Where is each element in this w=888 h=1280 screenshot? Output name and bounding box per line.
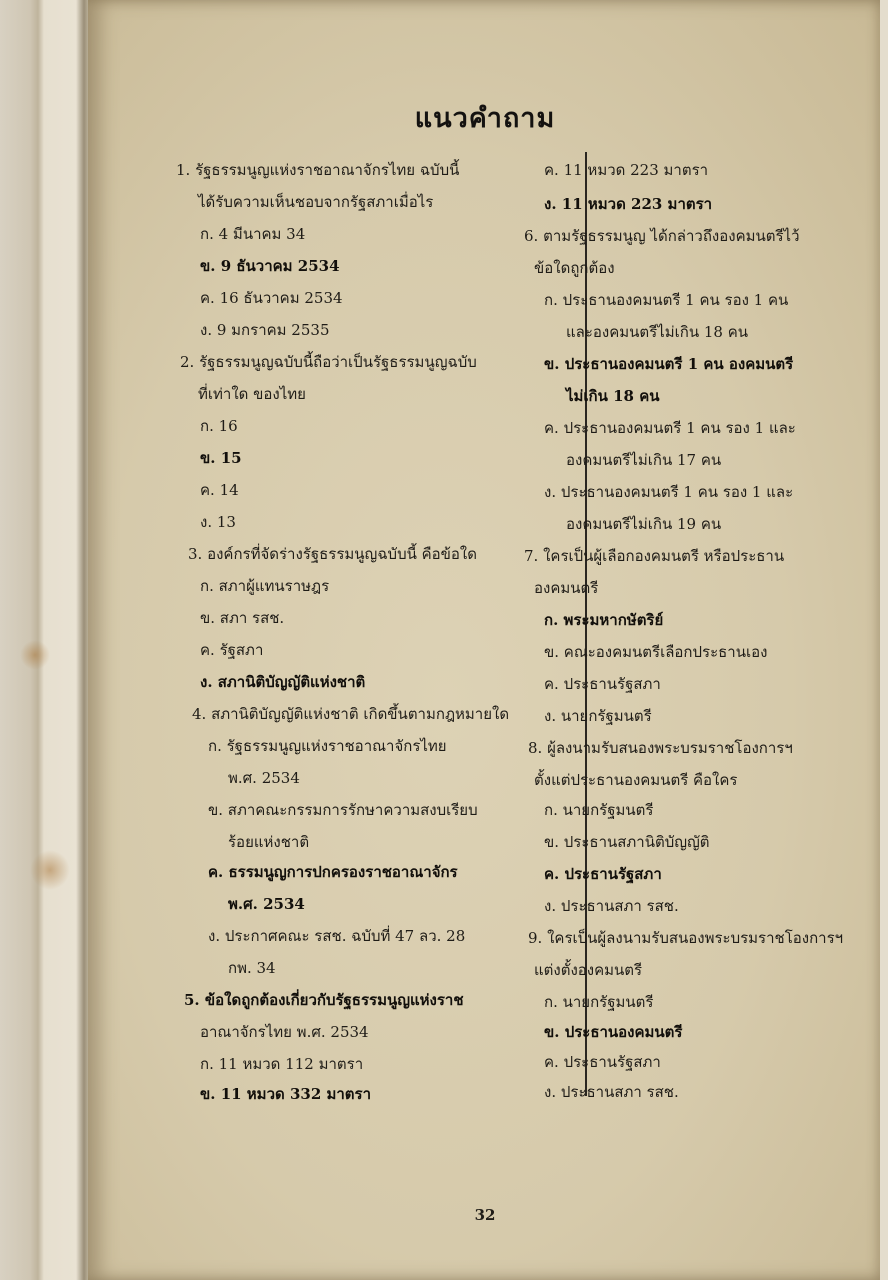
- right-line: ข. ประธานสภานิติบัญญัติ: [544, 833, 710, 851]
- book-spine: [0, 0, 90, 1280]
- right-line: ง. ประธานองคมนตรี 1 คน รอง 1 และ: [544, 483, 794, 501]
- left-line: พ.ศ. 2534: [228, 769, 300, 787]
- left-line: 3. องค์กรที่จัดร่างรัฐธรรมนูญฉบับนี้ คือข้อใด: [188, 545, 477, 563]
- left-line: ง. สภานิติบัญญัติแห่งชาติ: [200, 673, 366, 691]
- right-line: แต่งตั้งองคมนตรี: [534, 961, 643, 979]
- left-line: ก. 11 หมวด 112 มาตรา: [200, 1055, 364, 1073]
- right-line: 6. ตามรัฐธรรมนูญ ได้กล่าวถึงองคมนตรีไว้: [524, 227, 800, 245]
- left-line: ง. ประกาศคณะ รสช. ฉบับที่ 47 ลว. 28: [208, 927, 466, 945]
- page-title: แนวคำถาม: [414, 103, 556, 134]
- left-line: ข. สภาคณะกรรมการรักษาความสงบเรียบ: [208, 801, 478, 819]
- spine-stain: [30, 850, 70, 890]
- left-line: 2. รัฐธรรมนูญฉบับนี้ถือว่าเป็นรัฐธรรมนูญฉบับ: [180, 353, 477, 371]
- right-line: ค. ประธานองคมนตรี 1 คน รอง 1 และ: [544, 419, 796, 437]
- right-line: ง. ประธานสภา รสช.: [544, 897, 679, 915]
- left-line: ง. 13: [200, 513, 236, 531]
- left-line: พ.ศ. 2534: [228, 895, 305, 913]
- right-line: ก. นายกรัฐมนตรี: [544, 801, 654, 819]
- left-line: อาณาจักรไทย พ.ศ. 2534: [200, 1023, 369, 1041]
- right-line: ค. ประธานรัฐสภา: [544, 1053, 661, 1071]
- left-line: ค. รัฐสภา: [200, 641, 264, 659]
- right-line: องคมนตรี: [534, 579, 599, 597]
- right-line: ข. ประธานองคมนตรี 1 คน องคมนตรี: [544, 355, 794, 373]
- left-line: ก. รัฐธรรมนูญแห่งราชอาณาจักรไทย: [208, 737, 447, 755]
- left-line: ข. 9 ธันวาคม 2534: [200, 257, 340, 275]
- left-line: ค. ธรรมนูญการปกครองราชอาณาจักร: [208, 863, 458, 881]
- right-line: ข้อใดถูกต้อง: [534, 259, 615, 277]
- right-line: ง. 11 หมวด 223 มาตรา: [544, 195, 713, 213]
- right-line: ข. ประธานองคมนตรี: [544, 1023, 683, 1041]
- left-line: กพ. 34: [228, 959, 276, 977]
- left-line: ค. 14: [200, 481, 239, 499]
- right-line: 7. ใครเป็นผู้เลือกองคมนตรี หรือประธาน: [524, 547, 785, 565]
- right-line: ก. นายกรัฐมนตรี: [544, 993, 654, 1011]
- right-line: องคมนตรีไม่เกิน 19 คน: [566, 515, 722, 533]
- right-line: และองคมนตรีไม่เกิน 18 คน: [566, 323, 749, 341]
- right-line: ง. นายกรัฐมนตรี: [544, 707, 652, 725]
- right-line: องคมนตรีไม่เกิน 17 คน: [566, 451, 722, 469]
- left-line: ค. 16 ธันวาคม 2534: [200, 289, 343, 307]
- page-number: 32: [474, 1206, 496, 1224]
- left-line: ง. 9 มกราคม 2535: [200, 321, 330, 339]
- left-line: ก. สภาผู้แทนราษฎร: [200, 577, 330, 595]
- right-line: ค. ประธานรัฐสภา: [544, 865, 662, 883]
- right-line: ก. ประธานองคมนตรี 1 คน รอง 1 คน: [544, 291, 789, 309]
- book-page: [88, 0, 882, 1280]
- left-line: 5. ข้อใดถูกต้องเกี่ยวกับรัฐธรรมนูญแห่งราช: [184, 991, 464, 1009]
- left-line: 1. รัฐธรรมนูญแห่งราชอาณาจักรไทย ฉบับนี้: [176, 161, 460, 179]
- left-line: ข. สภา รสช.: [200, 609, 285, 627]
- left-line: ข. 11 หมวด 332 มาตรา: [200, 1085, 372, 1103]
- left-line: ก. 16: [200, 417, 238, 435]
- page-edge: [880, 0, 888, 1280]
- right-line: ก. พระมหากษัตริย์: [544, 611, 664, 629]
- left-line: ก. 4 มีนาคม 34: [200, 225, 306, 243]
- right-line: ไม่เกิน 18 คน: [566, 387, 660, 405]
- left-line: ที่เท่าใด ของไทย: [198, 385, 306, 403]
- right-line: ค. 11 หมวด 223 มาตรา: [544, 161, 709, 179]
- left-line: 4. สภานิติบัญญัติแห่งชาติ เกิดขึ้นตามกฎหมายใด: [192, 705, 510, 723]
- right-line: ตั้งแต่ประธานองคมนตรี คือใคร: [534, 771, 738, 789]
- right-line: ค. ประธานรัฐสภา: [544, 675, 661, 693]
- right-line: ข. คณะองคมนตรีเลือกประธานเอง: [544, 643, 768, 661]
- left-line: ได้รับความเห็นชอบจากรัฐสภาเมื่อไร: [198, 193, 434, 211]
- spine-stain: [20, 640, 50, 670]
- left-line: ร้อยแห่งชาติ: [228, 833, 310, 851]
- left-line: ข. 15: [200, 449, 242, 467]
- right-line: 9. ใครเป็นผู้ลงนามรับสนองพระบรมราชโองการฯ: [528, 929, 844, 947]
- right-line: ง. ประธานสภา รสช.: [544, 1083, 679, 1101]
- right-line: 8. ผู้ลงนามรับสนองพระบรมราชโองการฯ: [528, 739, 793, 757]
